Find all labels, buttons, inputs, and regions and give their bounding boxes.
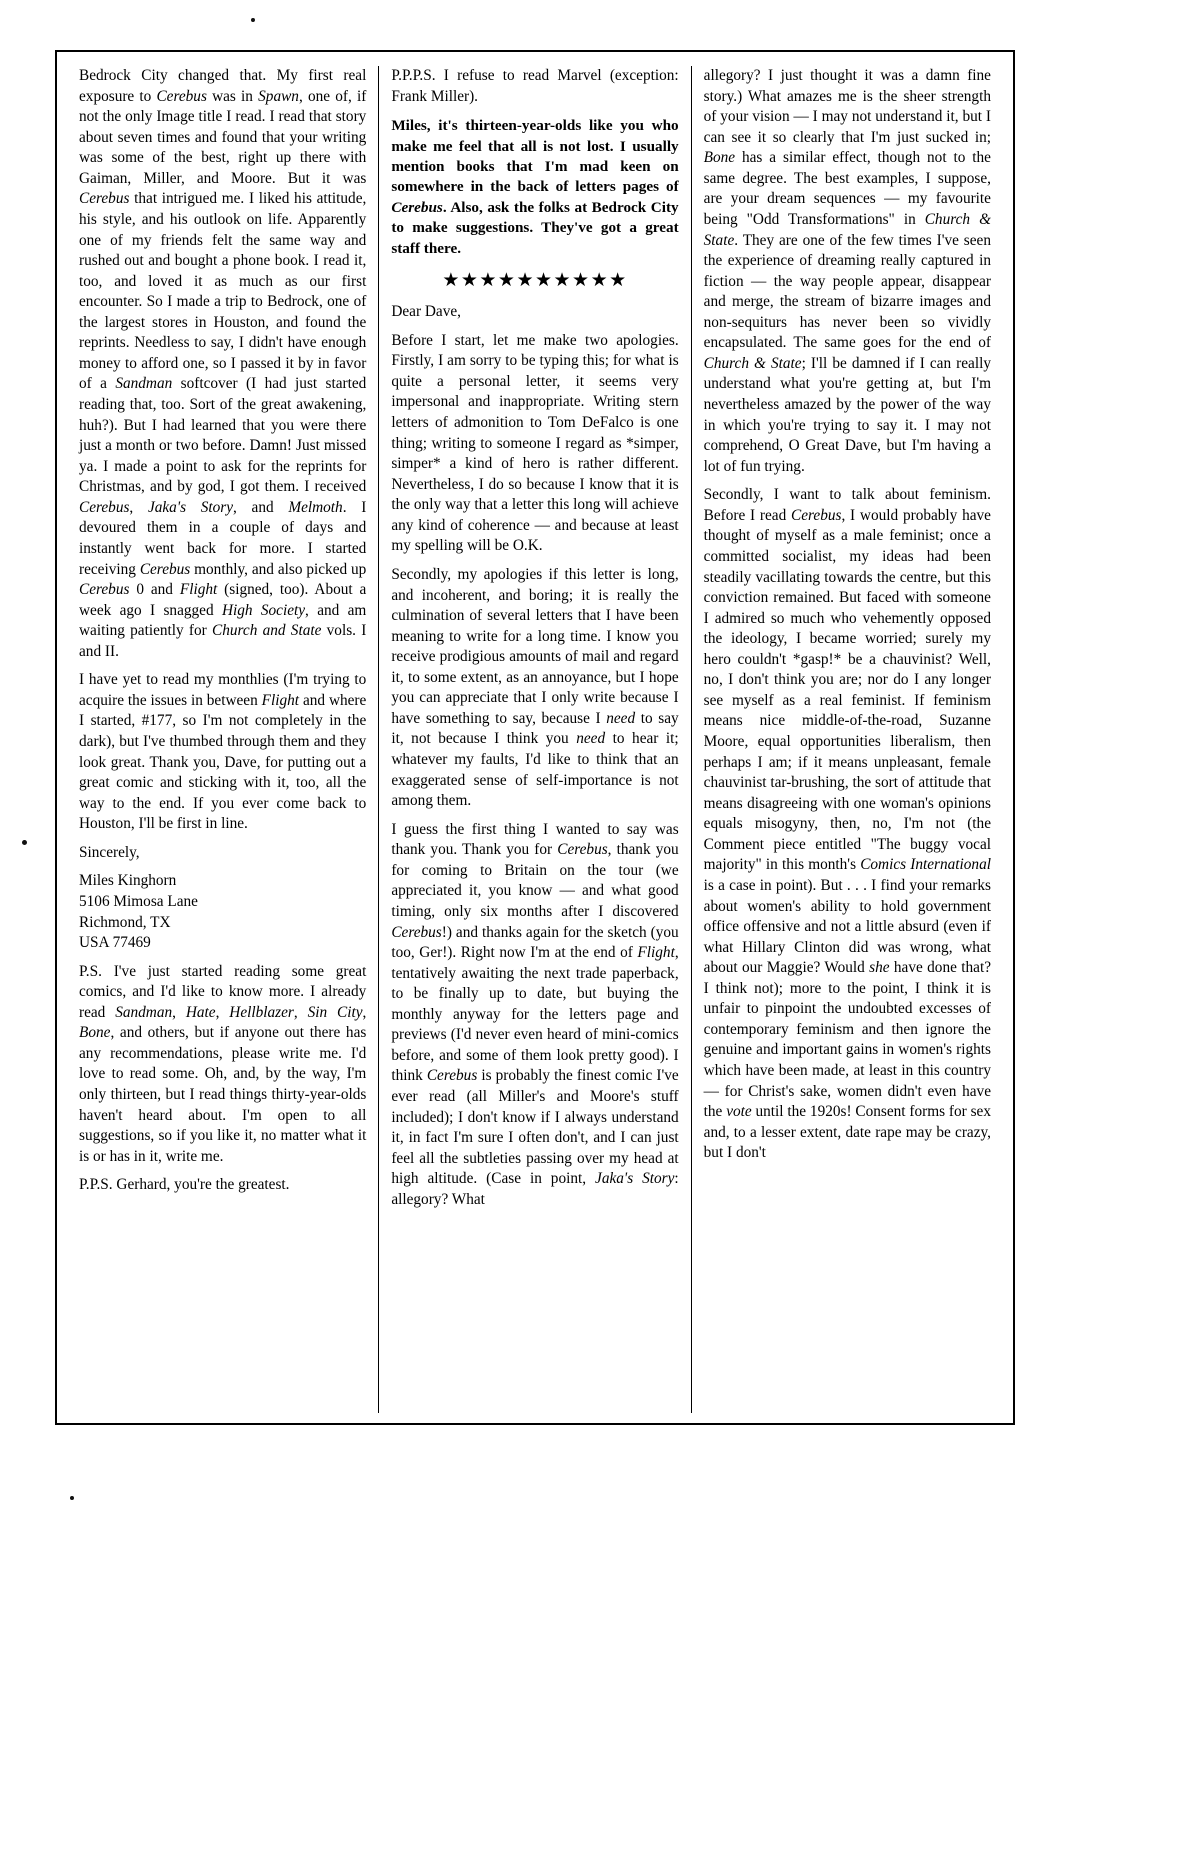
letters-page-frame xyxy=(55,50,1015,1425)
dust-speck xyxy=(251,18,255,22)
editor-reply-text: Miles, it's thirteen-year-olds like you who make me feel that all is not lost. I usually mention books that I'm mad keen on somewhere in the back of letters pages of Cerebus. Also, ask the folks at Bedrock City to make suggestions. They've got a great staff there. xyxy=(391,117,679,257)
letter-paragraph: I have yet to read my monthlies (I'm trying to acquire the issues in between Flight and where I started, #177, so I'm not completely in the dark), but I've thumbed through them and they look great. Thank you, Dave, for putting out a great comic and sticking with it, too, all the way to the end. If you ever come back to Houston, I'll be first in line. xyxy=(79,671,367,833)
letter-paragraph: Secondly, I want to talk about feminism. Before I read Cerebus, I would probably have thought of myself as a male feminist; once a committed socialist, my ideas had been steadily vacillating towards the centre, but this conviction remained. But faced with someone I admired so much who vehemently opposed the ideology, I became worried; surely my hero couldn't *gasp!* be a chauvinist? Well, no, I don't think you are; nor do I any longer see myself as a real feminist. If feminism means nice middle-of-the-road, Suzanne Moore, equal opportunities liberalism, then perhaps I am; if it means unpleasant, female chauvinist tar-brushing, the sort of attitude that means disagreeing with one woman's opinions equals misogyny, then, no, I'm not (the Comment piece entitled "The buggy vocal majority" in this month's Comics International is a case in point). But . . . I find your remarks about women's ability to hold government office offensive and not a little absurd (even if what Hillary Clinton did was wrong, what about our Maggie? Would she have done that? I think not); more to the point, I think it is unfair to pinpoint the undoubted excesses of contemporary feminism and then ignore the genuine and important gains in women's rights which have been made, at least in this country — for Christ's sake, women didn't even have the vote until the 1920s! Consent forms for sex and, to a lesser extent, date rape may be crazy, but I don't xyxy=(703,486,991,1162)
letters-column-1 xyxy=(67,66,378,1413)
address-line: 5106 Mimosa Lane xyxy=(79,892,198,910)
letter-postscript: P.P.S. Gerhard, you're the greatest. xyxy=(79,1176,290,1194)
letters-columns xyxy=(57,52,1013,1423)
letters-column-3 xyxy=(691,66,1003,1413)
dust-speck xyxy=(22,840,27,845)
address-line: Miles Kinghorn xyxy=(79,872,177,890)
letter-paragraph: Before I start, let me make two apologies. Firstly, I am sorry to be typing this; for what is quite a personal letter, it seems very impersonal and inappropriate. Writing stern letters of admonition to Tom DeFalco is one thing; writing to someone I regard as *simper, simper* a kind of hero is rather different. Nevertheless, I do so because I know that it is the only way that a letter this long will achieve any kind of coherence — and because at least my spelling will be O.K. xyxy=(391,331,679,555)
letter-paragraph: I guess the first thing I wanted to say was thank you. Thank you for Cerebus, thank you for coming to Britain on the tour (we appreciated it, you know — and what good timing, only six months after I discovered Cerebus!) and thanks again for the sketch (you too, Ger!). Right now I'm at the end of Flight, tentatively awaiting the next trade paperback, to be finally up to date, but buying the monthly anyway for the letters page and previews (I'd never even heard of mini-comics before, and some of them look pretty good). I think Cerebus is probably the finest comic I've ever read (all Miller's and Moore's stuff included); I don't know if I always understand it, in fact I'm sure I often don't, and I can just feel all the subtleties passing over my head at high altitude. (Case in point, Jaka's Story: allegory? What xyxy=(391,820,679,1208)
letter-postscript: P.P.P.S. I refuse to read Marvel (exception: Frank Miller). xyxy=(391,67,679,105)
letter-signoff: Sincerely, xyxy=(79,843,140,861)
star-divider: ★★★★★★★★★★ xyxy=(442,270,628,292)
letter-paragraph: Secondly, my apologies if this letter is long, and incoherent, and boring; it is really the culmination of several letters that I have been meaning to write for a long time. I know you receive prodigious amounts of mail and regard it, to some extent, as an annoyance, but I hope you can appreciate that I only write because I have something to say, because I need to say it, not because I think you need to hear it; whatever my faults, I'd like to think that an exaggerated sense of self-importance is not among them. xyxy=(391,565,679,810)
letter-postscript: P.S. I've just started reading some great comics, and I'd like to know more. I already read Sandman, Hate, Hellblazer, Sin City, Bone, and others, but if anyone out there has any recommendations, please write me. I'd love to read some. Oh, and, by the way, I'm only thirteen, but I read things thirty-year-olds haven't heard about. I'm open to all suggestions, so if you like it, no matter what it is or has in it, write me. xyxy=(79,962,367,1165)
editor-reply xyxy=(391,116,678,259)
address-line: Richmond, TX xyxy=(79,913,171,931)
letter-address xyxy=(79,871,366,953)
dust-speck xyxy=(70,1496,74,1500)
address-line: USA 77469 xyxy=(79,934,151,952)
letter-paragraph: Bedrock City changed that. My first real exposure to Cerebus was in Spawn, one of, if not the only Image title I read. I read that story about seven times and found that your writing was some of the best, right up there with Gaiman, Miller, and Moore. But it was Cerebus that intrigued me. I liked his attitude, his style, and his outlook on life. Apparently one of my friends felt the same way and rushed out and bought a phone book. I read it, too, and loved it as much as our first encounter. So I made a trip to Bedrock, one of the largest stores in Houston, and found the reprints. Needless to say, I didn't have enough money to afford one, so I passed it by in favor of a Sandman softcover (I had just started reading that, too. Sort of the great awakening, huh?). But I had learned that you were there just a month or two before. Damn! Just missed ya. I made a point to ask for the reprints for Christmas, and by god, I got them. I received Cerebus, Jaka's Story, and Melmoth. I devoured them in a couple of days and instantly went back for more. I started receiving Cerebus monthly, and also picked up Cerebus 0 and Flight (signed, too). About a week ago I snagged High Society, and am waiting patiently for Church and State vols. I and II. xyxy=(79,67,367,660)
letters-column-2 xyxy=(378,66,690,1413)
letter-salutation: Dear Dave, xyxy=(391,303,461,321)
letter-paragraph: allegory? I just thought it was a damn fine story.) What amazes me is the sheer strength of your vision — I may not understand it, but I can see it so clearly that I'm just sucked in; Bone has a similar effect, though not to the same degree. The best examples, I suppose, are your dream sequences — my favourite being "Odd Transformations" in Church & State. They are one of the few times I've seen the experience of dreaming really captured in fiction — the way people appear, disappear and merge, the stream of bizarre images and non-sequiturs has never been so vividly encapsulated. The same goes for the end of Church & State; I'll be damned if I can really understand what you're getting at, but I'm nevertheless amazed by the power of the way in which you're trying to say it. I may not comprehend, O Great Dave, but I'm having a lot of fun trying. xyxy=(703,67,991,475)
